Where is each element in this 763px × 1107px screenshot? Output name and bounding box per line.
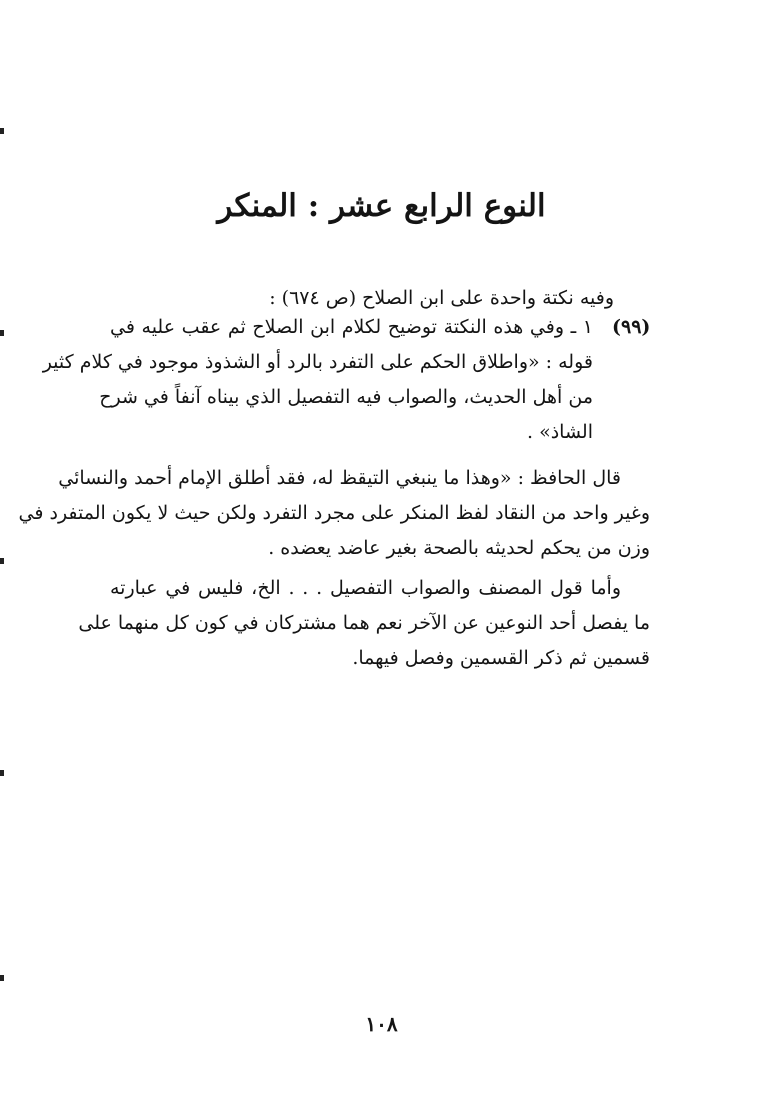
quote-line: وزن من يحكم لحديثه بالصحة بغير عاضد يعضده . [268,537,650,559]
item-line: ١ ـ وفي هذه النكتة توضيح لكلام ابن الصلاح ثم عقب عليه في [110,316,593,338]
response-line: قسمين ثم ذكر القسمين وفصل فيهما. [352,647,650,669]
quote-paragraph [18,461,650,566]
scan-edge-mark [0,975,4,981]
item-number: (٩٩) [612,316,651,338]
quote-line: وغير واحد من النقاد لفظ المنكر على مجرد التفرد ولكن حيث لا يكون المتفرد في [18,502,650,524]
response-line: وأما قول المصنف والصواب التفصيل . . . الخ، فليس في عبارته [110,577,621,599]
response-line: ما يفصل أحد النوعين عن الآخر نعم هما مشتركان في كون كل منهما على [78,612,650,634]
scan-edge-mark [0,770,4,776]
item-line: من أهل الحديث، والصواب فيه التفصيل الذي بيناه آنفاً في شرح [99,386,593,408]
item-paragraph [42,310,593,450]
item-line: الشاذ» . [527,421,593,443]
chapter-title: النوع الرابع عشر : المنكر [217,188,546,224]
scan-edge-mark [0,558,4,564]
page-number: ١٠٨ [365,1012,398,1036]
quote-line: قال الحافظ : «وهذا ما ينبغي التيقظ له، فقد أطلق الإمام أحمد والنسائي [58,467,621,489]
scan-edge-mark [0,330,4,336]
intro-line: وفيه نكتة واحدة على ابن الصلاح (ص ٦٧٤) : [269,287,614,309]
response-paragraph [78,571,650,676]
scan-edge-mark [0,128,4,134]
item-line: قوله : «واطلاق الحكم على التفرد بالرد أو الشذوذ موجود في كلام كثير [42,351,593,373]
